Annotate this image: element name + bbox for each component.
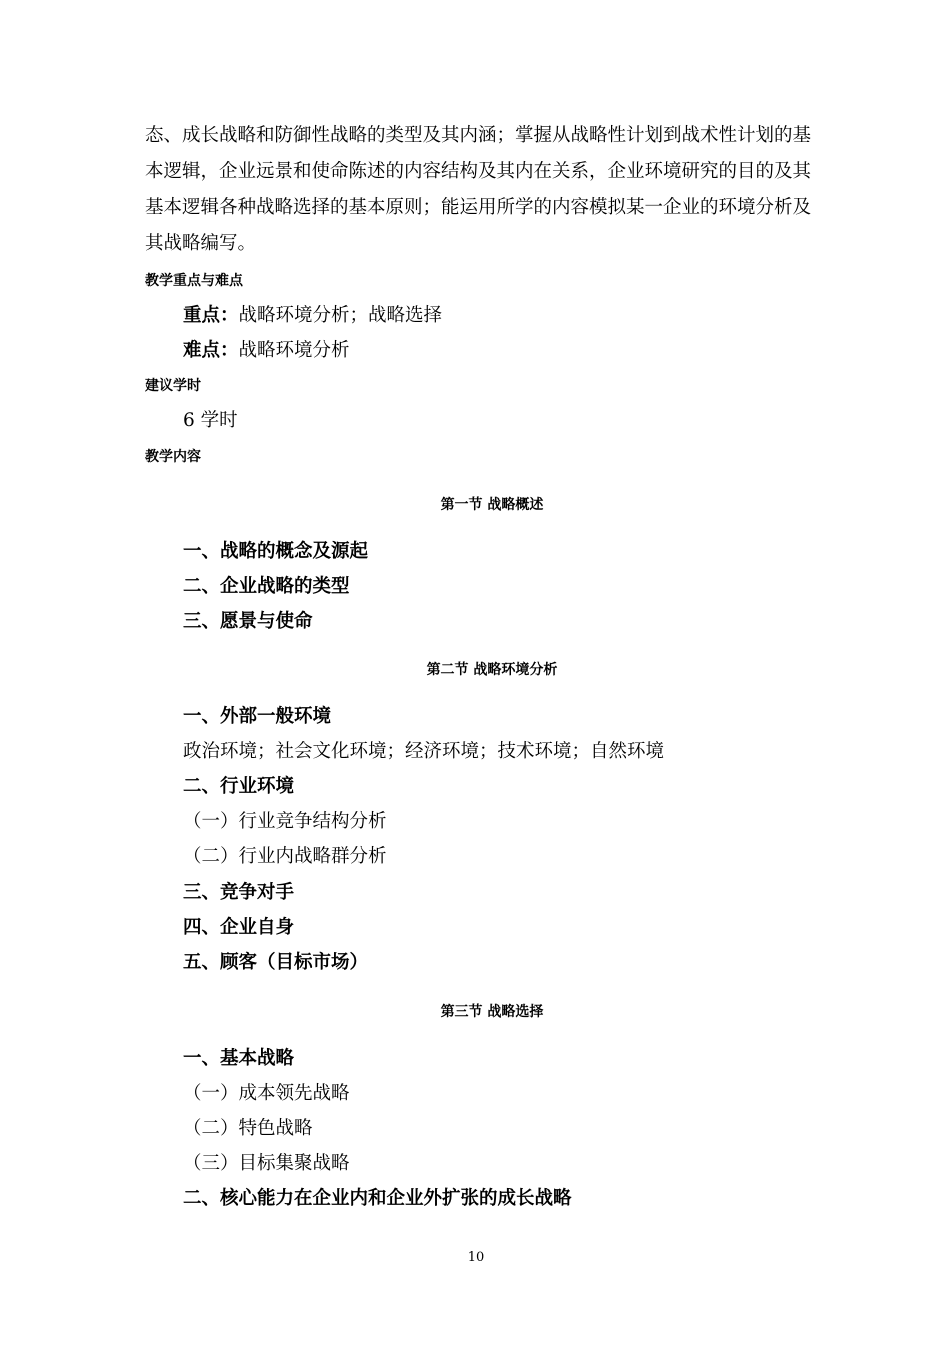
section-3-item: （一）成本领先战略	[183, 1083, 350, 1104]
section-1-title: 第一节 战略概述	[440, 497, 544, 513]
section-1-item: 三、愿景与使命	[183, 611, 313, 632]
focus-value: 战略环境分析；战略选择	[238, 305, 443, 326]
section-2-item: 一、外部一般环境	[183, 706, 332, 727]
section-2-item: 政治环境；社会文化环境；经济环境；技术环境；自然环境	[183, 741, 665, 762]
section-3-item: （二）特色战略	[183, 1118, 313, 1139]
section-1-item: 一、战略的概念及源起	[183, 541, 369, 562]
section-3-item: （三）目标集聚战略	[183, 1153, 350, 1174]
difficulty-key: 难点：	[183, 340, 239, 361]
hours-value: 6 学时	[183, 410, 238, 431]
section-2-title: 第二节 战略环境分析	[426, 662, 558, 678]
content-heading: 教学内容	[145, 449, 201, 465]
section-2-item: 五、顾客（目标市场）	[183, 952, 369, 973]
key-points-heading: 教学重点与难点	[145, 273, 243, 289]
section-2-item: （二）行业内战略群分析	[183, 846, 387, 867]
section-1-item: 二、企业战略的类型	[183, 576, 350, 597]
section-2-item: 三、竞争对手	[183, 882, 295, 903]
page-number: 10	[467, 1250, 485, 1265]
focus-key: 重点：	[183, 305, 239, 326]
difficulty-value: 战略环境分析	[238, 340, 350, 361]
section-2-item: （一）行业竞争结构分析	[183, 811, 387, 832]
focus-line	[183, 301, 442, 327]
section-3-title: 第三节 战略选择	[440, 1004, 544, 1020]
hours-heading: 建议学时	[145, 378, 201, 394]
section-2-item: 四、企业自身	[183, 917, 295, 938]
section-3-item: 二、核心能力在企业内和企业外扩张的成长战略	[183, 1188, 572, 1209]
section-3-item: 一、基本战略	[183, 1048, 295, 1069]
section-2-item: 二、行业环境	[183, 776, 295, 797]
difficulty-line	[183, 336, 350, 362]
intro-paragraph: 态、成长战略和防御性战略的类型及其内涵；掌握从战略性计划到战术性计划的基本逻辑，企业远景和使命陈述的内容结构及其内在关系，企业环境研究的目的及其基本逻辑各种战略选择的基本原则；能运用所学的内容模拟某一企业的环境分析及其战略编写。	[145, 125, 812, 254]
